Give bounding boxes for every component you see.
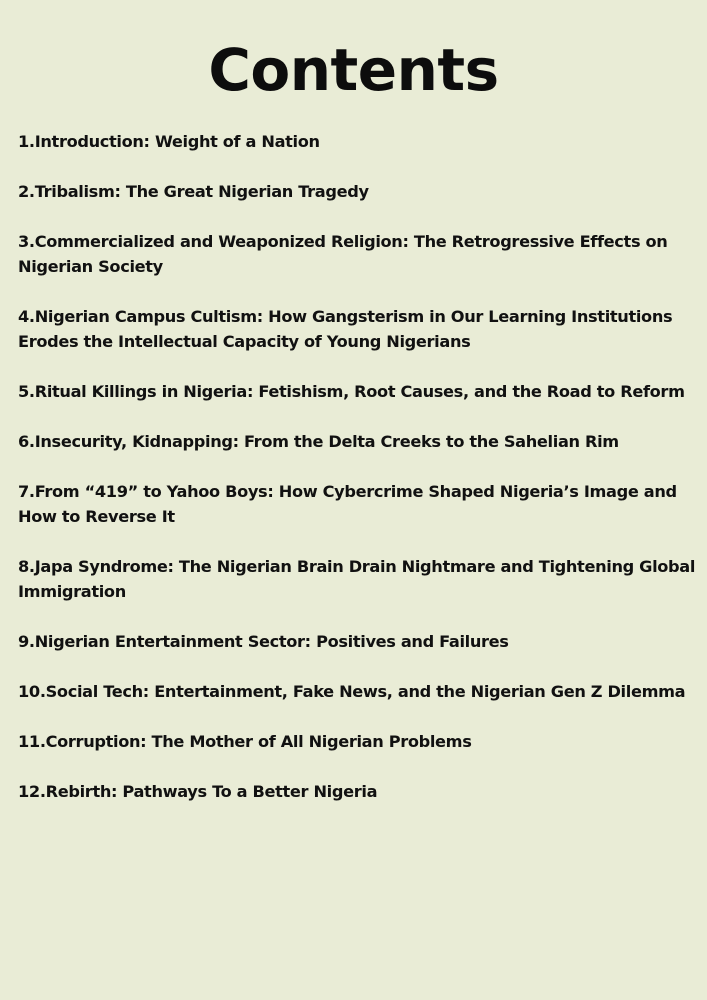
- toc-item-9: 9.Nigerian Entertainment Sector: Positives and Failures: [18, 632, 509, 651]
- page-title: Contents: [208, 36, 499, 104]
- toc-item-5: 5.Ritual Killings in Nigeria: Fetishism, Root Causes, and the Road to Reform: [18, 382, 685, 401]
- toc-item-1: 1.Introduction: Weight of a Nation: [18, 132, 320, 151]
- toc-item-2: 2.Tribalism: The Great Nigerian Tragedy: [18, 182, 369, 201]
- toc-item-7: 7.From “419” to Yahoo Boys: How Cybercrime Shaped Nigeria’s Image and How to Reverse It: [18, 482, 677, 526]
- toc-item-11: 11.Corruption: The Mother of All Nigerian Problems: [18, 732, 472, 751]
- toc-item-8: 8.Japa Syndrome: The Nigerian Brain Drain Nightmare and Tightening Global Immigration: [18, 557, 696, 601]
- toc-item-4: 4.Nigerian Campus Cultism: How Gangsterism in Our Learning Institutions Erodes the Intellectual Capacity of Young Nigerians: [18, 307, 673, 351]
- toc-item-12: 12.Rebirth: Pathways To a Better Nigeria: [18, 782, 378, 801]
- table-of-contents: [18, 129, 702, 829]
- toc-item-3: 3.Commercialized and Weaponized Religion: The Retrogressive Effects on Nigerian Society: [18, 232, 668, 276]
- toc-item-10: 10.Social Tech: Entertainment, Fake News, and the Nigerian Gen Z Dilemma: [18, 682, 686, 701]
- toc-item-6: 6.Insecurity, Kidnapping: From the Delta Creeks to the Sahelian Rim: [18, 432, 619, 451]
